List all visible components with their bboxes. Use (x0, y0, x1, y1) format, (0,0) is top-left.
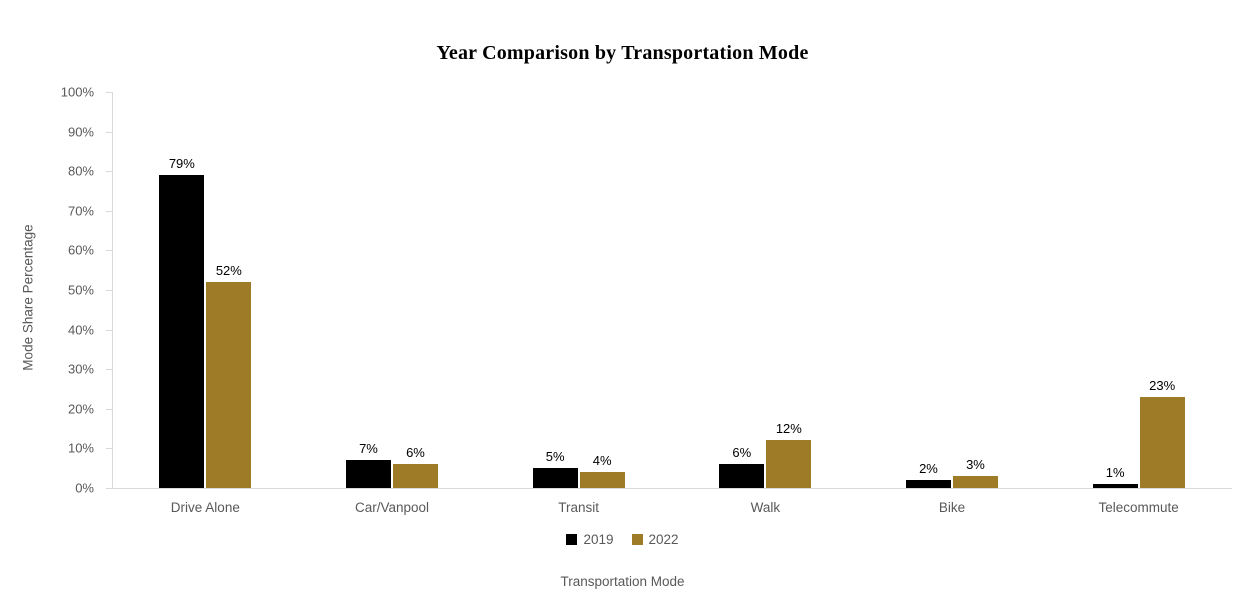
bar-value-label: 2% (919, 461, 938, 477)
y-tick-label: 80% (67, 163, 94, 179)
bar[interactable] (1093, 484, 1138, 488)
y-tick-mark (106, 488, 112, 489)
bar-value-label: 6% (732, 445, 752, 461)
x-category-label: Drive Alone (170, 500, 240, 515)
bar-value-label: 1% (1105, 465, 1125, 481)
bar-value-label: 23% (1149, 377, 1176, 393)
x-category-label: Bike (938, 500, 966, 515)
bar-group-bars (1045, 92, 1232, 488)
bar-slot (206, 92, 251, 488)
y-tick-label: 10% (67, 440, 94, 456)
bar-group-bars (859, 92, 1046, 488)
chart-title: Year Comparison by Transportation Mode (436, 42, 809, 64)
legend-swatch-icon (566, 534, 577, 545)
bar[interactable] (580, 472, 625, 488)
bar-slot (393, 92, 438, 488)
bar-slot (906, 92, 951, 488)
bar-value-label: 79% (168, 156, 195, 172)
bar-slot (580, 92, 625, 488)
y-tick-label: 0% (75, 480, 94, 496)
bar[interactable] (766, 440, 811, 488)
bar-group (859, 92, 1046, 488)
bar-group (672, 92, 859, 488)
bar[interactable] (159, 175, 204, 488)
legend-item[interactable] (566, 532, 613, 547)
bar-value-label: 3% (966, 457, 985, 473)
bar-value-label: 12% (775, 421, 802, 437)
bar-value-label: 5% (545, 449, 565, 465)
bar[interactable] (719, 464, 764, 488)
x-axis-title: Transportation Mode (560, 574, 685, 589)
bar-slot (346, 92, 391, 488)
bar-value-label: 6% (406, 445, 425, 461)
bar[interactable] (206, 282, 251, 488)
bar-slot (1093, 92, 1138, 488)
y-tick-label: 90% (67, 124, 94, 140)
y-tick-label: 20% (67, 401, 94, 417)
bar-group-bars (672, 92, 859, 488)
bar-group (485, 92, 672, 488)
bar[interactable] (953, 476, 998, 488)
bar-slot (766, 92, 811, 488)
plot-area (112, 92, 1232, 488)
bar-group (299, 92, 486, 488)
legend-item[interactable] (632, 532, 679, 547)
bar-group (1045, 92, 1232, 488)
bar-group-bars (299, 92, 486, 488)
bar[interactable] (346, 460, 391, 488)
legend-swatch-icon (632, 534, 643, 545)
y-tick-label: 30% (67, 361, 94, 377)
x-category-label: Transit (558, 500, 600, 515)
bar-value-label: 7% (359, 441, 378, 457)
bar-slot (159, 92, 204, 488)
y-tick-label: 100% (60, 84, 94, 100)
bar-value-label: 4% (592, 453, 612, 469)
bar[interactable] (906, 480, 951, 488)
x-category-label: Walk (750, 500, 781, 515)
bar-group (112, 92, 299, 488)
bar-slot (1140, 92, 1185, 488)
legend-label: 2019 (583, 532, 614, 547)
bar[interactable] (533, 468, 578, 488)
legend (0, 532, 1245, 547)
x-category-label: Car/Vanpool (354, 500, 429, 515)
y-tick-label: 70% (67, 203, 94, 219)
bar-slot (533, 92, 578, 488)
bar-value-label: 52% (215, 263, 242, 279)
y-tick-label: 60% (67, 242, 94, 258)
y-tick-label: 50% (67, 282, 94, 298)
bar-slot (953, 92, 998, 488)
x-axis-line (112, 488, 1232, 489)
bar[interactable] (1140, 397, 1185, 488)
bar-group-bars (485, 92, 672, 488)
bar[interactable] (393, 464, 438, 488)
y-tick-label: 40% (67, 322, 94, 338)
x-category-label: Telecommute (1098, 500, 1179, 515)
bar-group-bars (112, 92, 299, 488)
y-axis-title: Mode Share Percentage (20, 224, 36, 371)
legend-label: 2022 (648, 532, 679, 547)
